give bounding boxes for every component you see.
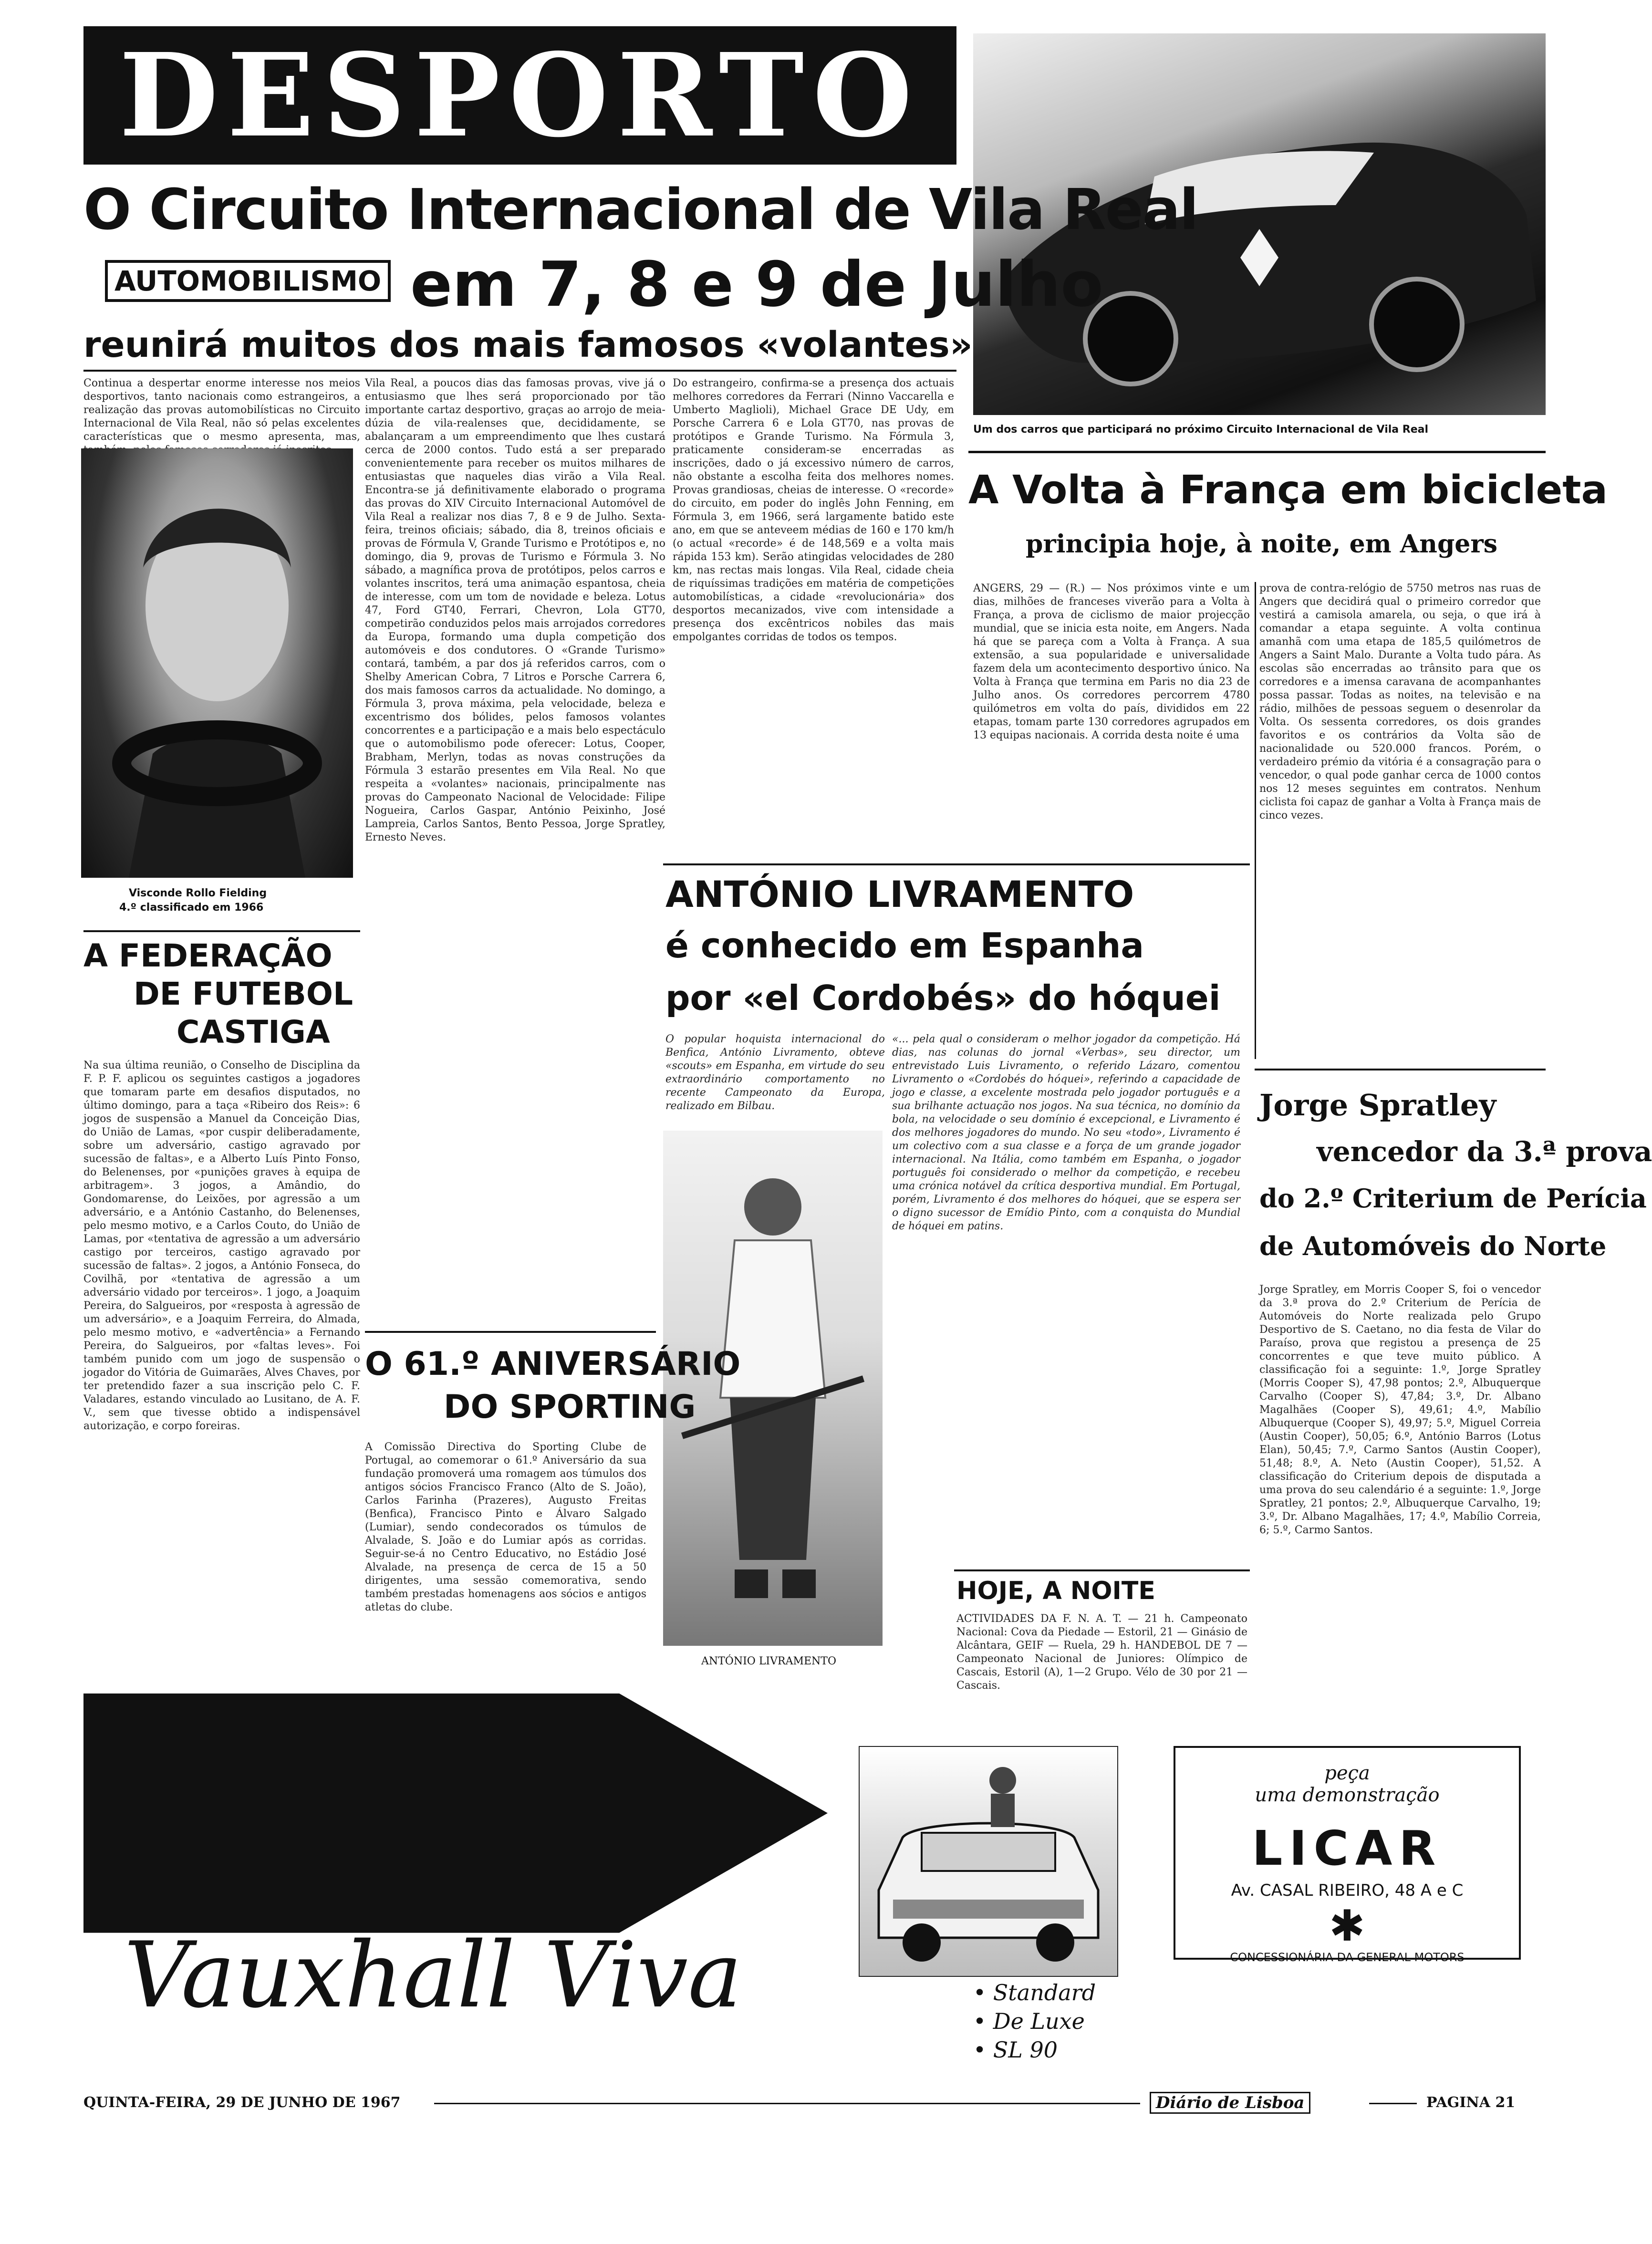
sporting-headline-2: DO SPORTING xyxy=(444,1388,696,1426)
newspaper-name: Diário de Lisboa xyxy=(1150,2092,1310,2114)
spratley-headline-2: vencedor da 3.ª prova xyxy=(1317,1135,1652,1168)
ad-model-standard: • Standard xyxy=(973,1980,1096,2005)
lead-story-col2: Vila Real, a poucos dias das famosas provas, vive já o entusiasmo que lhes será proporcionado por tão importante cartaz desportivo, graças ao arrojo de meia-dúzia de vila-realenses que, decididamente, se abalançaram a um empreendimento que lhes custará cerca de 2000 contos. Tudo está a ser preparado convenientemente para receber os muitos milhares de entusiastas que naqueles dias virão a Vila Real. Encontra-se já definitivamente elaborado o programa das provas do XIV Circuito Internacional Automóvel de Vila Real a realizar nos dias 7, 8 e 9 de Julho. Sexta-feira, treinos oficiais; sábado, dia 8, treinos oficiais e provas de Fórmula V, Grande Turismo e Protótipos e, no domingo, dia 9, provas de Turismo e Fórmula 3. No sábado, a magnífica prova de protótipos, pelos carros e volantes inscritos, terá uma animação espantosa, cheia de interesse, com um tom de novidade e beleza. Lotus 47, Ford GT40, Ferrari, Chevron, Lola GT70, competirão conduzidos pelos mais arrojados corredores da Europa, formando uma dupla competição dos automóveis e dos condutores. O «Grande Turismo» contará, também, a par dos já referidos carros, com o Shelby American Cobra, 7 Litros e Porsche Carrera 6, dos mais famosos carros da actualidade. No domingo, a Fórmula 3, prova máxima, pela velocidade, beleza e excentrismo dos bólides, pelos famosos volantes concorrentes e a participação e a mais belo espectáculo que o automobilismo pode oferecer: Lotus, Cooper, Brabham, Merlyn, todas as novas construções da Fórmula 3 estarão presentes em Vila Real. No que respeita a «volantes» nacionais, principalmente nas provas do Campeonato Nacional de Velocidade: Filipe Nogueira, Carlos Gaspar, António Peixinho, José Lampreia, Carlos Santos, Bento Pessoa, Jorge Spratley, Ernesto Neves. xyxy=(365,377,665,843)
livramento-headline-3: por «el Cordobés» do hóquei xyxy=(665,978,1221,1018)
lead-headline-3: reunirá muitos dos mais famosos «volantes» xyxy=(83,324,973,365)
livramento-col1: O popular hoquista internacional do Benfica, António Livramento, obteve «scouts» em Espanha, em virtude do seu extraordinário comportamento no recente Campeonato da Europa, realizado em Bilbau. xyxy=(665,1033,885,1112)
portrait-caption-1: Visconde Rollo Fielding xyxy=(129,887,267,899)
tour-headline-1: A Volta à França em bicicleta xyxy=(968,468,1608,513)
ad-cta-2: uma demonstração xyxy=(1255,1784,1440,1806)
federacao-body: Na sua última reunião, o Conselho de Disciplina da F. P. F. aplicou os seguintes castigos a jogadores que tomaram parte em desafios disputados, no último domingo, para a taça «Ribeiro dos Reis»: 6 jogos de suspensão a Manuel da Conceição Dias, do União de Lamas, «por cuspir deliberadamente, sobre um adversário, castigo agravado por sucessão de faltas», e a Alberto Luís Pinto Fonso, do Belenenses, por «punições graves à equipa de arbitragem». 3 jogos, a Amândio, do Gondomarense, do Leixões, por agressão a um adversário, e a António Castanho, do Belenenses, pelo mesmo motivo, e a Carlos Couto, do União de Lamas, por «tentativa de agressão a um adversário castigo por terceiros, castigo agravado por sucessão de faltas». 2 jogos, a António Fonseca, do Covilhã, por «tentativa de agressão a um adversário vidado por terceiros». 1 jogo, a Joaquim Pereira, do Salgueiros, por «resposta à agressão de um adversário», e a Joaquim Ferreira, do Almada, pelo mesmo motivo, e «advertência» a Fernando Pereira, do Salgueiros, por «faltas leves». Foi também punido com um jogo de suspensão o jogador do Vitória de Guimarães, Alves Chaves, por ter pretendido fazer a sua inscrição pelo C. F. Valadares, estando vinculado ao Lusitano, de A. F. V., sem que tivesse obtido a indispensável autorização, e corpo foreiras. xyxy=(83,1060,360,1432)
portrait-caption-2: 4.º classificado em 1966 xyxy=(119,902,264,914)
federacao-headline-2: DE FUTEBOL xyxy=(134,976,353,1012)
divider xyxy=(663,863,1250,865)
hoje-body: ACTIVIDADES DA F. N. A. T. — 21 h. Campeonato Nacional: Cova da Piedade — Estoril, 21 — Ginásio de Alcântara, GEIF — Ruela, 29 h. HANDEBOL DE 7 — Campeonato Nacional de Juniores: Olímpico de Cascais, Estoril (A), 1—2 Grupo. Vélo de 30 por 21 — Cascais. xyxy=(956,1613,1247,1692)
divider xyxy=(954,1569,1250,1571)
divider xyxy=(1255,1069,1546,1070)
ad-brand-name: Vauxhall Viva xyxy=(124,1922,742,2028)
spratley-body: Jorge Spratley, em Morris Cooper S, foi o vencedor da 3.ª prova do 2.º Criterium de Perícia de Automóveis do Norte realizada pelo Grupo Desportivo de S. Caetano, no dia festa de Vilar do Paraíso, prova que registou a presença de 25 concorrentes e que teve muito público. A classificação foi a seguinte: 1.º, Jorge Spratley (Morris Cooper S), 47,98 pontos; 2.º, Albuquerque Carvalho (Cooper S), 47,84; 3.º, Dr. Albano Magalhães (Cooper S), 49,61; 4.º, Mabílio Albuquerque (Cooper S), 49,97; 5.º, Miguel Correia (Austin Cooper), 50,05; 6.º, António Barros (Lotus Elan), 50,45; 7.º, Carmo Santos (Austin Cooper), 51,48; 8.º, A. Neto (Austin Cooper), 51,52. A classificação do Criterium depois de disputada a uma prova do seu calendário é a seguinte: 1.º, Jorge Spratley, 21 pontos; 2.º, Albuquerque Carvalho, 19; 3.º, Dr. Albano Magalhães, 17; 4.º, Mabílio Correia, 6; 5.º, Carmo Santos. xyxy=(1259,1284,1541,1536)
footer-rule xyxy=(1369,2103,1417,2104)
spratley-headline-4: de Automóveis do Norte xyxy=(1259,1231,1607,1261)
dealer-logo: LICAR xyxy=(1252,1820,1443,1876)
spratley-headline-3: do 2.º Criterium de Perícia xyxy=(1259,1183,1647,1214)
federacao-headline-1: A FEDERAÇÃO xyxy=(83,937,332,974)
player-photo xyxy=(663,1131,883,1646)
tour-headline-2: principia hoje, à noite, em Angers xyxy=(1026,530,1498,559)
livramento-col2: «... pela qual o consideram o melhor jogador da competição. Há dias, nas colunas do jornal «Verbas», seu director, um entrevistado Luis Livramento, o referido Lázaro, comentou Livramento o «Cordobés do hóquei», referindo a capacidade de jogo e classe, a excelente mostrada pelo jogador português e a sua brilhante actuação nos jogos. Na sua técnica, no domínio da bola, na velocidade o seu domínio é excepcional, e Livramento é dos melhores jogadores do mundo. No seu «todo», Livramento é um colectivo com a sua classe e a força de um grande jogador internacional. Na Itália, como também em Espanha, o jogador português foi considerado o melhor da competição, e recebeu uma crónica notável da crítica desportiva mundial. Em Portugal, porém, Livramento é dos melhores do hóquei, que se espera ser o digno sucessor de Emídio Pinto, com a conquista do Mundial de hóquei em patins. xyxy=(892,1033,1240,1232)
ad-car-photo xyxy=(859,1746,1118,1977)
car-photo-caption: Um dos carros que participará no próximo Circuito Internacional de Vila Real xyxy=(973,424,1429,436)
sporting-body: A Comissão Directiva do Sporting Clube de Portugal, ao comemorar o 61.º Aniversário da sua fundação promoverá uma romagem aos túmulos dos antigos sócios Francisco Franco (Alto de S. João), Carlos Farinha (Prazeres), Augusto Freitas (Benfica), Francisco Pinto e Álvaro Salgado (Lumiar), sendo condecorados os túmulos de Alvalade, S. João e do Lumiar após as corridas. Seguir-se-á no Centro Educativo, no Estádio José Alvalade, na presença de cerca de 15 a 50 dirigentes, uma sessão comemorativa, sendo também prestadas homenagens aos sócios e antigos atletas do clube. xyxy=(365,1441,646,1613)
player-photo-caption: ANTÓNIO LIVRAMENTO xyxy=(701,1655,837,1667)
portrait-illustration xyxy=(81,448,353,878)
spratley-headline-1: Jorge Spratley xyxy=(1259,1088,1496,1122)
column-rule xyxy=(1255,582,1256,1059)
divider xyxy=(968,451,1546,453)
lead-headline-1: O Circuito Internacional de Vila Real xyxy=(83,177,1198,242)
divider xyxy=(83,370,956,372)
category-label: AUTOMOBILISMO xyxy=(105,260,391,302)
portrait-photo xyxy=(81,448,353,878)
page-number: PAGINA 21 xyxy=(1426,2094,1516,2111)
ad-model-deluxe: • De Luxe xyxy=(973,2008,1085,2034)
section-masthead: DESPORTO xyxy=(83,26,956,165)
lead-story-col3: Do estrangeiro, confirma-se a presença dos actuais melhores corredores da Ferrari (Ninno Vaccarella e Umberto Maglioli), Michael Grace DE Udy, em Porsche Carrera 6 e Lola GT70, nas provas de protótipos e Grande Turismo. Na Fórmula 3, praticamente consideram-se encerradas as inscrições, dado o já excessivo número de carros, não obstante a escolha feita dos melhores nomes. Provas grandiosas, cheias de interesse. O «recorde» do circuito, em poder do inglês John Fenning, em Fórmula 3, em 1966, será largamente batido este ano, em que se anteveem médias de 160 e 170 km/h (o actual «recorde» é de 148,569 e a volta mais rápida 153 km). Serão atingidas velocidades de 280 km, nas rectas mais longas. Vila Real, cidade cheia de riquíssimas tradições em matéria de competições automobilísticas, a cidade «revolucionária» dos desportos mecanizados, vive com intensidade a presença dos excêntricos nobiles das mais empolgantes corridas de todos os tempos. xyxy=(673,377,954,643)
player-illustration xyxy=(663,1131,883,1646)
licar-dealer-box xyxy=(1174,1746,1521,1964)
livramento-headline-2: é conhecido em Espanha xyxy=(665,925,1144,966)
asterisk-icon: ✱ xyxy=(1329,1901,1365,1951)
ad-model-sl90: • SL 90 xyxy=(973,2037,1058,2063)
tour-col1: ANGERS, 29 — (R.) — Nos próximos vinte e um dias, milhões de franceses viverão para a Volta à França, a prova de ciclismo de maior projecção mundial, que se inicia esta noite, em Angers. Nada há que se pareça com a Volta à França. A sua extensão, a sua popularidade e universalidade fazem dela um acontecimento desportivo único. Na Volta à França que termina em Paris no dia 23 de Julho anos. Os corredores percorrem 4780 quilómetros em volta do país, divididos em 22 etapas, tomam parte 130 corredores agrupados em 13 equipas nacionais. A corrida desta noite é uma xyxy=(973,582,1250,741)
lead-story-col1: Continua a despertar enorme interesse nos meios desportivos, tanto nacionais como estrangeiros, a realização das provas automobilísticas no Circuito Internacional de Vila Real, não só pelas excelentes características que o mesmo apresenta, mas, xyxy=(83,377,360,443)
divider xyxy=(83,930,360,932)
ad-concessionaire: CONCESSIONÁRIA DA GENERAL MOTORS xyxy=(1230,1951,1465,1964)
footer-rule xyxy=(434,2103,1140,2104)
hoje-headline: HOJE, A NOITE xyxy=(956,1577,1155,1605)
sporting-headline-1: O 61.º ANIVERSÁRIO xyxy=(365,1345,741,1383)
ad-car-illustration xyxy=(860,1747,1117,1976)
dealer-address: Av. CASAL RIBEIRO, 48 A e C xyxy=(1231,1881,1464,1900)
livramento-headline-1: ANTÓNIO LIVRAMENTO xyxy=(665,873,1134,915)
federacao-headline-3: CASTIGA xyxy=(177,1014,330,1050)
divider xyxy=(365,1331,656,1333)
lead-headline-2: em 7, 8 e 9 de Julho xyxy=(410,248,1103,321)
footer-date: QUINTA-FEIRA, 29 DE JUNHO DE 1967 xyxy=(83,2094,401,2111)
ad-cta-1: peça xyxy=(1324,1762,1370,1784)
tour-col2: prova de contra-relógio de 5750 metros nas ruas de Angers que decidirá qual o primeiro corredor que vestirá a camisola amarela, ou seja, o que irá à comandar a etapa seguinte. A volta continua amanhã com uma etapa de 185,5 quilómetros de Angers a Saint Malo. Durante a Volta tudo pára. As escolas são encerradas ao trânsito para que os corredores e a imensa caravana de acompanhantes possa passar. Todas as noites, na televisão e na rádio, milhões de pessoas seguem o desenrolar da Volta. Os sessenta corredores, os dois grandes favoritos e os contrários da Volta são de nacionalidade ou 520.000 francos. Porém, o verdadeiro prémio da vitória é a consagração para o vencedor, o qual pode ganhar cerca de 1000 contos nos 12 meses seguintes em contratos. Nenhum ciclista foi capaz de ganhar a Volta à França mais de cinco vezes. xyxy=(1259,582,1541,821)
